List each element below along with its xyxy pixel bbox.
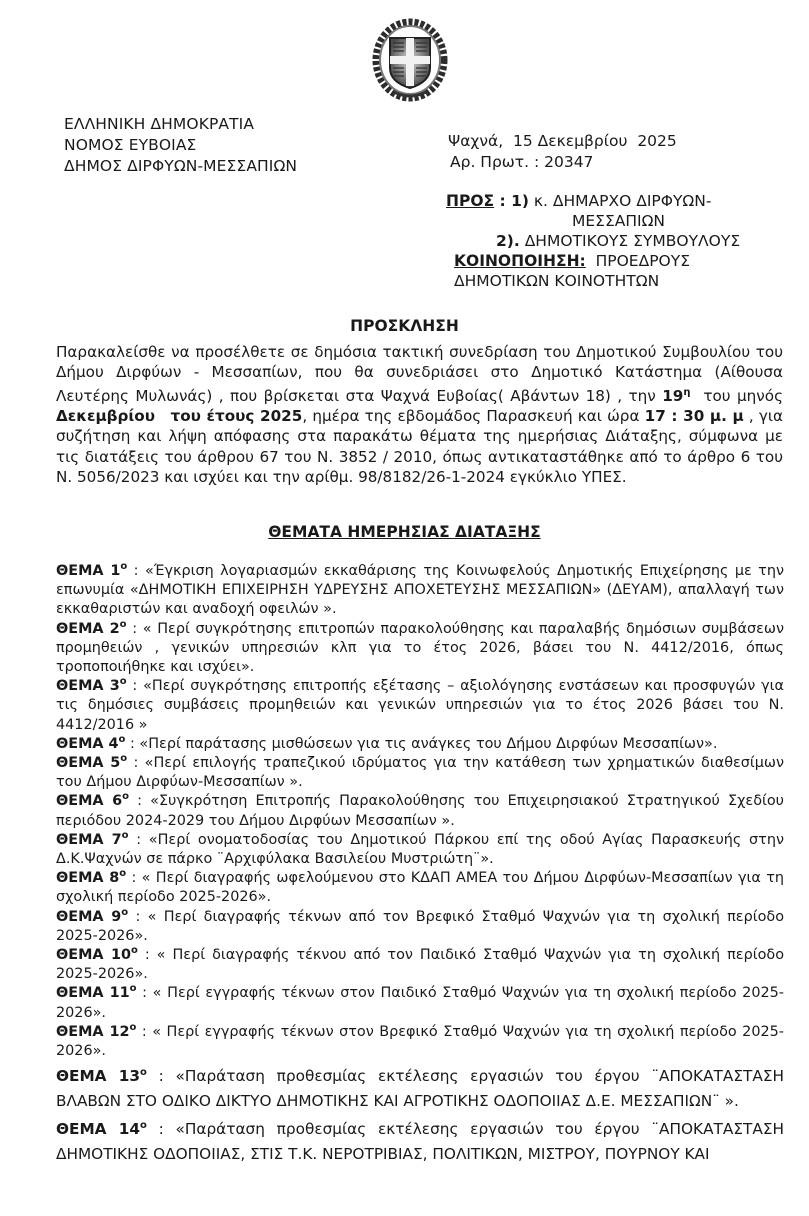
agenda-item: ΘΕΜΑ $4^o$ : «Περί παράτασης μισθώσεων για τις ανάγκες του Δήμου Διρφύων Μεσσαπίων». xyxy=(56,734,718,752)
recipient-1-number: 1) xyxy=(511,192,529,210)
sender-country: ΕΛΛΗΝΙΚΗ ΔΗΜΟΚΡΑΤΙΑ xyxy=(64,115,255,133)
agenda-item: ΘΕΜΑ $11^o$ : « Περί εγγραφής τέκνων στον Παιδικό Σταθμό Ψαχνών για τη σχολική περίοδο 2025-2026». xyxy=(56,983,784,1021)
agenda-item: ΘΕΜΑ $12^o$ : « Περί εγγραφής τέκνων στον Βρεφικό Σταθμό Ψαχνών για τη σχολική περίοδο 2025-2026». xyxy=(56,1022,784,1060)
recipients-block xyxy=(446,191,740,291)
recipient-2-number: 2). xyxy=(496,232,520,250)
agenda-item: ΘΕΜΑ $14^o$ : «Παράταση προθεσμίας εκτέλεσης εργασιών του έργου ¨ΑΠΟΚΑΤΑΣΤΑΣΗ ΔΗΜΟΤΙΚΗΣ ΟΔΟΠΟΙΙΑΣ, ΣΤΙΣ Τ.Κ. ΝΕΡΟΤΡΙΒΙΑΣ, ΠΟΛΙΤΙΚΩΝ, ΜΙΣΤΡΟΥ, ΠΟΥΡΝΟΥ ΚΑΙ xyxy=(56,1120,784,1164)
sender-prefecture: ΝΟΜΟΣ ΕΥΒΟΙΑΣ xyxy=(64,136,197,154)
invitation-body xyxy=(56,342,788,487)
greek-coat-of-arms-icon xyxy=(372,18,448,102)
invitation-title: ΠΡΟΣΚΛΗΣΗ xyxy=(350,317,459,335)
recipient-2-text: ΔΗΜΟΤΙΚΟΥΣ ΣΥΜΒΟΥΛΟΥΣ xyxy=(519,232,741,250)
meeting-month: Δεκεμβρίου xyxy=(56,406,155,425)
sender-municipality: ΔΗΜΟΣ ΔΙΡΦΥΩΝ-ΜΕΣΣΑΠΙΩΝ xyxy=(64,157,298,175)
meeting-year: του έτους 2025 xyxy=(170,406,303,425)
agenda-list xyxy=(56,562,784,1167)
agenda-item: ΘΕΜΑ $1^o$ : «Έγκριση λογαριασμών εκκαθάρισης της Κοινωφελούς Δημοτικής Επιχείρησης με την επωνυμία «ΔΗΜΟΤΙΚΗ ΕΠΙΧΕΙΡΗΣΗ ΥΔΡΕΥΣΗΣ ΑΠΟΧΕΤΕΥΣΗΣ ΜΕΣΣΑΠΙΩΝ» (ΔΕΥΑΜ), απαλλαγή των εκκαθαριστών και αναδοχή οφειλών ». xyxy=(56,561,784,618)
meeting-day: $19^\eta$ xyxy=(662,386,691,405)
agenda-item: ΘΕΜΑ $3^o$ : «Περί συγκρότησης επιτροπής εξέτασης – αξιολόγησης ενστάσεων και προσφυγών για τις δημόσιες συμβάσεις προμηθειών και γενικών υπηρεσιών για το έτος 2026 βάσει του Ν. 4412/2016 » xyxy=(56,676,784,733)
agenda-item: ΘΕΜΑ $6^o$ : «Συγκρότηση Επιτροπής Παρακολούθησης του Επιχειρησιακού Στρατηγικού Σχεδίου περιόδου 2024-2029 του Δήμου Διρφύων Μεσσαπίων ». xyxy=(56,791,785,829)
recipient-1-text: κ. ΔΗΜΑΡΧΟ ΔΙΡΦΥΩΝ- xyxy=(528,192,712,210)
body-text: , ημέρα της εβδομάδος Παρασκευή και ώρα xyxy=(302,406,645,425)
meeting-time: 17 : 30 μ. μ xyxy=(644,406,744,425)
cc-text: ΠΡΟΕΔΡΟΥΣ xyxy=(585,252,691,270)
body-text: Παρακαλείσθε να προσέλθετε σε δημόσια τακτική συνεδρίαση του Δημοτικού Συμβουλίου του Δήμου Διρφύων - Μεσσαπίων, που θα συνεδριάσει στο Δημοτικό Κατάστημα (Αίθουσα Λευτέρης Μυλωνάς) , που βρίσκεται στα Ψαχνά Ευβοίας( Αβάντων 18) , την xyxy=(56,343,783,405)
cc-continuation: ΔΗΜΟΤΙΚΩΝ ΚΟΙΝΟΤΗΤΩΝ xyxy=(454,272,660,290)
place-date: Ψαχνά, 15 Δεκεμβρίου 2025 xyxy=(448,132,677,150)
agenda-item: ΘΕΜΑ $9^o$ : « Περί διαγραφής τέκνων από τον Βρεφικό Σταθμό Ψαχνών για τη σχολική περίοδο 2025-2026». xyxy=(56,906,784,944)
body-text: , για συζήτηση και λήψη απόφασης στα παρακάτω θέματα της ημερήσιας Διάταξης, σύμφωνα με τις διατάξεις του άρθρου 67 του Ν. 3852 / 2010, όπως αντικαταστάθηκε από το άρθρο 6 του Ν. 5056/2023 και ισχύει και την αρίθμ. 98/8182/26-1-2024 εγκύκλιο ΥΠΕΣ. xyxy=(56,406,783,486)
protocol-number: Αρ. Πρωτ. : 20347 xyxy=(450,153,594,171)
to-label: ΠΡΟΣ xyxy=(446,192,495,210)
agenda-title: ΘΕΜΑΤΑ ΗΜΕΡΗΣΙΑΣ ΔΙΑΤΑΞΗΣ xyxy=(268,523,541,541)
agenda-item: ΘΕΜΑ $13^o$ : «Παράταση προθεσμίας εκτέλεσης εργασιών του έργου ¨ΑΠΟΚΑΤΑΣΤΑΣΗ ΒΛΑΒΩΝ ΣΤΟ ΟΔΙΚΟ ΔΙΚΤΥΟ ΔΗΜΟΤΙΚΗΣ ΚΑΙ ΑΓΡΟΤΙΚΗΣ ΟΔΟΠΟΙΙΑΣ Δ.Ε. ΜΕΣΣΑΠΙΩΝ¨ ». xyxy=(56,1067,784,1111)
body-text: του μηνός xyxy=(690,386,788,405)
agenda-item: ΘΕΜΑ $10^o$ : « Περί διαγραφής τέκνου από τον Παιδικό Σταθμό Ψαχνών για τη σχολική περίοδο 2025-2026». xyxy=(56,945,784,983)
agenda-item: ΘΕΜΑ $8^o$ : « Περί διαγραφής ωφελούμενου στο ΚΔΑΠ ΑΜΕΑ του Δήμου Διρφύων-Μεσσαπίων για τη σχολική περίοδο 2025-2026». xyxy=(56,868,784,906)
agenda-item: ΘΕΜΑ $2^o$ : « Περί συγκρότησης επιτροπών παρακολούθησης και παραλαβής δημόσιων συμβάσεων προμηθειών , γενικών υπηρεσιών κλπ για το έτος 2026, βάσει του Ν. 4412/2016, όπως τροποποιήθηκε και ισχύει». xyxy=(56,618,784,676)
to-separator: : xyxy=(494,192,512,210)
sender-block xyxy=(64,114,297,177)
cc-label: ΚΟΙΝΟΠΟΙΗΣΗ: xyxy=(454,252,586,270)
agenda-item: ΘΕΜΑ $5^o$ : «Περί επιλογής τραπεζικού ιδρύματος για την κατάθεση των χρηματικών διαθεσίμων του Δήμου Διρφύων-Μεσσαπίων ». xyxy=(56,753,785,791)
document-meta xyxy=(448,131,677,173)
recipient-1-continuation: ΜΕΣΣΑΠΙΩΝ xyxy=(572,212,666,230)
agenda-item: ΘΕΜΑ $7^o$ : «Περί ονοματοδοσίας του Δημοτικού Πάρκου επί της οδού Αγίας Παρασκευής στην Δ.Κ.Ψαχνών σε πάρκο ¨Αρχιφύλακα Βασιλείου Μυστριώτη¨». xyxy=(56,830,784,868)
